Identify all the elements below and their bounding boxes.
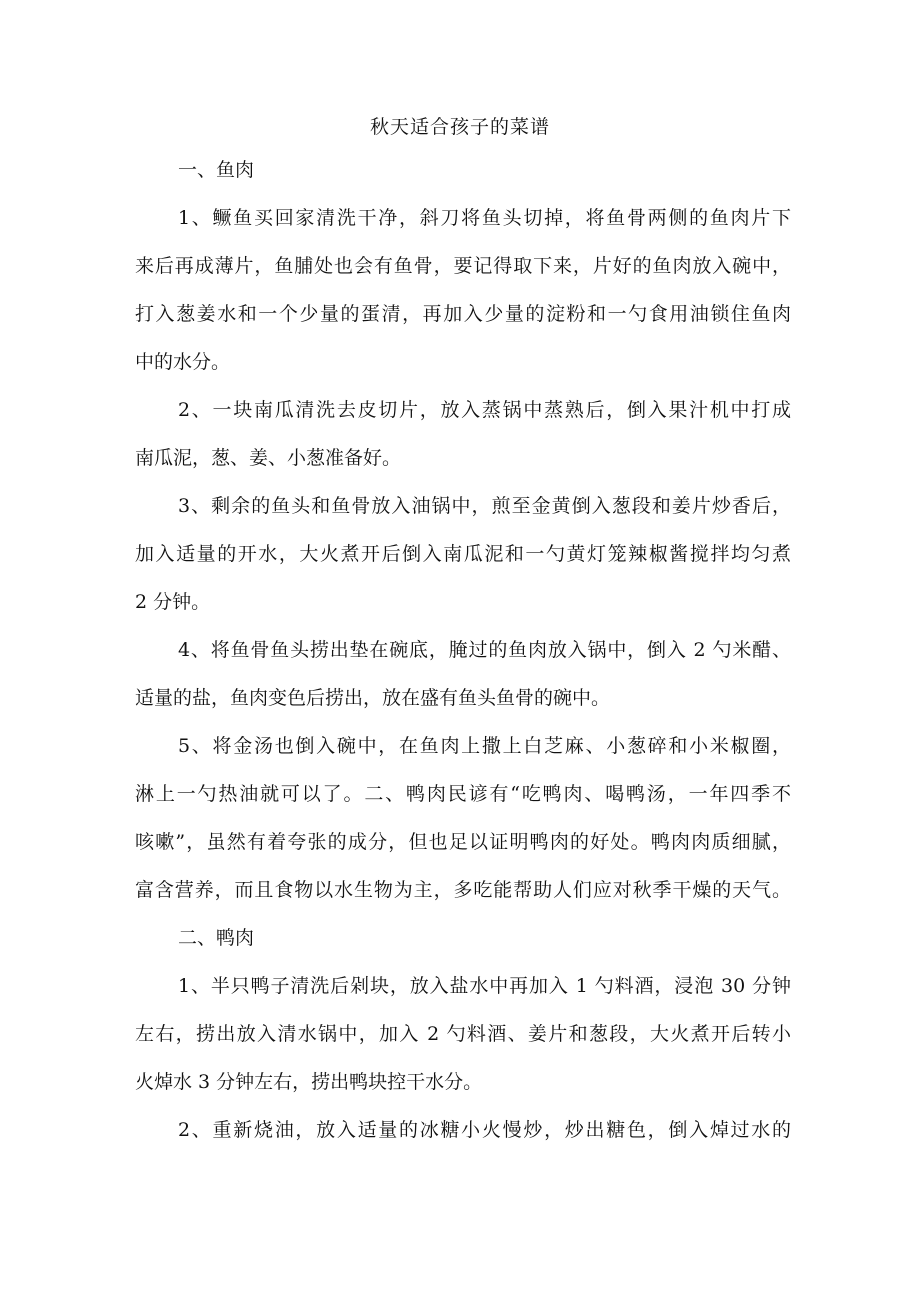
text-line: 咳嗽”，虽然有着夸张的成分，但也足以证明鸭肉的好处。鸭肉肉质细腻， — [135, 831, 791, 853]
text-line: 1、鳜鱼买回家清洗干净，斜刀将鱼头切掉，将鱼骨两侧的鱼肉片下 — [178, 207, 791, 229]
text-line: 左右，捞出放入清水锅中，加入 2 勺料酒、姜片和葱段，大火煮开后转小 — [135, 1023, 791, 1045]
paragraph — [135, 493, 791, 637]
text-line: 2、重新烧油，放入适量的冰糖小火慢炒，炒出糖色，倒入焯过水的 — [178, 1119, 791, 1141]
paragraph — [135, 205, 791, 397]
paragraph — [135, 733, 791, 925]
text-line: 4、将鱼骨鱼头捞出垫在碗底，腌过的鱼肉放入锅中，倒入 2 勺米醋、 — [178, 639, 791, 661]
text-line: 加入适量的开水，大火煮开后倒入南瓜泥和一勺黄灯笼辣椒酱搅拌均匀煮 — [135, 543, 791, 565]
document-title: 秋天适合孩子的菜谱 — [369, 116, 550, 138]
text-line: 淋上一勺热油就可以了。二、鸭肉民谚有“吃鸭肉、喝鸭汤，一年四季不 — [135, 783, 791, 805]
paragraph — [135, 157, 791, 205]
text-line: 一、鱼肉 — [178, 159, 255, 181]
paragraph — [135, 973, 791, 1117]
paragraph — [135, 637, 791, 733]
text-line: 5、将金汤也倒入碗中，在鱼肉上撒上白芝麻、小葱碎和小米椒圈， — [178, 735, 791, 757]
text-line: 2 分钟。 — [135, 591, 211, 613]
text-line: 中的水分。 — [135, 351, 231, 373]
text-line: 3、剩余的鱼头和鱼骨放入油锅中，煎至金黄倒入葱段和姜片炒香后， — [178, 495, 791, 517]
paragraph — [135, 397, 791, 493]
text-line: 二、鸭肉 — [178, 927, 255, 949]
text-line: 火焯水 3 分钟左右，捞出鸭块控干水分。 — [135, 1071, 483, 1093]
paragraph — [135, 1117, 791, 1165]
text-line: 1、半只鸭子清洗后剁块，放入盐水中再加入 1 勺料酒，浸泡 30 分钟 — [178, 975, 791, 997]
text-line: 来后再成薄片，鱼脯处也会有鱼骨，要记得取下来，片好的鱼肉放入碗中， — [135, 255, 791, 277]
document-body — [135, 157, 791, 1165]
text-line: 适量的盐，鱼肉变色后捞出，放在盛有鱼头鱼骨的碗中。 — [135, 687, 611, 709]
text-line: 打入葱姜水和一个少量的蛋清，再加入少量的淀粉和一勺食用油锁住鱼肉 — [135, 303, 791, 325]
text-line: 南瓜泥，葱、姜、小葱准备好。 — [135, 447, 402, 469]
text-line: 2、一块南瓜清洗去皮切片，放入蒸锅中蒸熟后，倒入果汁机中打成 — [178, 399, 791, 421]
text-line: 富含营养，而且食物以水生物为主，多吃能帮助人们应对秋季干燥的天气。 — [135, 879, 791, 901]
paragraph — [135, 925, 791, 973]
